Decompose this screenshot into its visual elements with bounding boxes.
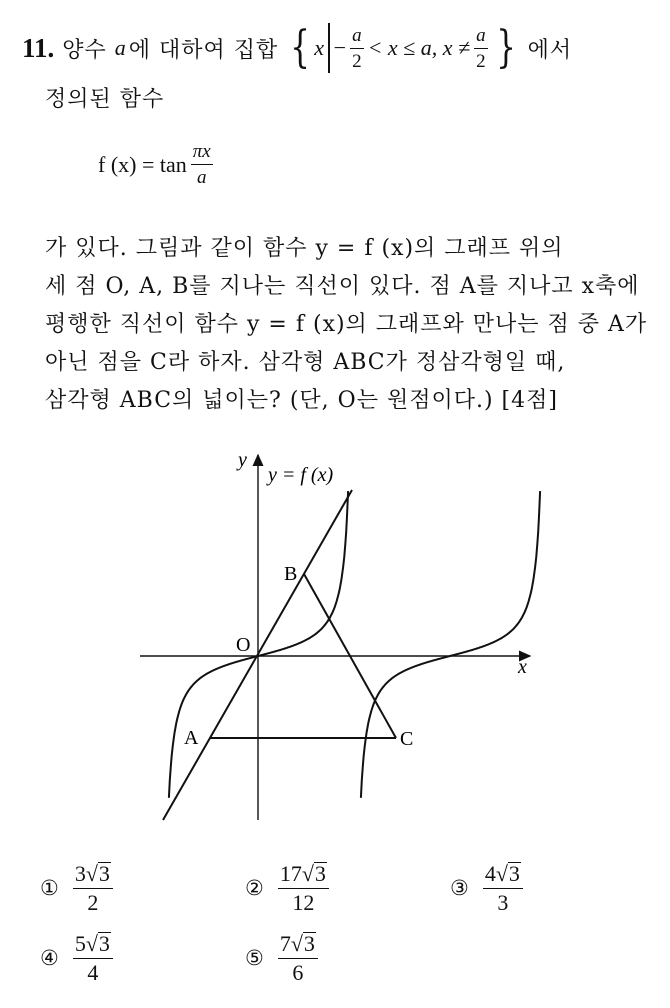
choice-1-den: 2 (87, 890, 99, 915)
point-B-label: B (284, 563, 298, 585)
set-frac-1-den: 2 (352, 50, 362, 72)
choice-1-rad: 3 (98, 861, 110, 886)
choice-4-rad: 3 (98, 931, 110, 956)
line1-text-a: 양수 (62, 37, 107, 63)
choice-2[interactable] (245, 862, 329, 914)
formula-den: a (196, 167, 207, 188)
choice-2-fraction (278, 862, 329, 914)
choice-4-sqrt: √ (85, 931, 98, 956)
choice-2-rad: 3 (314, 861, 326, 886)
point-A-label: A (184, 727, 199, 749)
set-frac-2-den: 2 (476, 50, 486, 72)
choice-4-mark: ④ (40, 946, 59, 970)
line1-var-a: a (114, 35, 127, 60)
choice-5[interactable] (245, 932, 318, 984)
x-axis-label: x (518, 656, 527, 678)
body-line-3: 평행한 직선이 함수 y = f (x)의 그래프와 만나는 점 중 A가 (45, 312, 648, 337)
formula-lhs: f (x) = tan (98, 151, 187, 177)
choice-3-rad: 3 (508, 861, 520, 886)
tan-branch-right (361, 491, 540, 798)
line1-text-c: 에서 (527, 37, 573, 63)
choice-1-fraction (73, 862, 113, 914)
body-line-5: 삼각형 ABC의 넓이는? (단, O는 원점이다.) [4점] (45, 388, 558, 413)
choice-2-coef: 17 (279, 861, 302, 886)
choice-4-coef: 5 (74, 931, 86, 956)
left-brace: { (290, 22, 311, 73)
body-line-4: 아닌 점을 C라 하자. 삼각형 ABC가 정삼각형일 때, (45, 350, 566, 375)
point-C-label: C (400, 728, 414, 750)
choice-1-coef: 3 (74, 861, 86, 886)
choice-4[interactable] (40, 932, 113, 984)
problem-number: 11. (22, 32, 55, 63)
set-frac-2-num: a (474, 26, 488, 49)
choice-4-fraction (73, 932, 113, 984)
right-brace: } (495, 22, 516, 73)
choice-5-den: 6 (292, 960, 304, 985)
body-line-2: 세 점 O, A, B를 지나는 직선이 있다. 점 A를 지나고 x축에 (45, 274, 640, 299)
set-frac-1-num: a (350, 26, 364, 49)
problem-line-2: 정의된 함수 (45, 87, 165, 112)
choice-3-fraction (483, 862, 523, 914)
formula-num: πx (191, 142, 213, 165)
line1-text-b: 에 대하여 집합 (128, 37, 279, 63)
choice-3[interactable] (450, 862, 523, 914)
y-axis-label: y (238, 449, 247, 471)
choice-3-coef: 4 (484, 861, 496, 886)
choice-5-coef: 7 (279, 931, 291, 956)
choice-3-sqrt: √ (495, 861, 508, 886)
choice-3-mark: ③ (450, 876, 469, 900)
set-minus: − (333, 35, 347, 60)
choice-3-den: 3 (497, 890, 509, 915)
choice-5-mark: ⑤ (245, 946, 264, 970)
curve-label: y = f (x) (268, 464, 334, 486)
choice-2-mark: ② (245, 876, 264, 900)
choice-1-mark: ① (40, 876, 59, 900)
choice-4-den: 4 (87, 960, 99, 985)
set-var: x (314, 35, 325, 60)
choice-2-sqrt: √ (301, 861, 314, 886)
choice-1-sqrt: √ (85, 861, 98, 886)
body-line-1: 가 있다. 그림과 같이 함수 y = f (x)의 그래프 위의 (45, 236, 564, 261)
set-condition: < x ≤ a, x ≠ (367, 35, 471, 60)
choice-5-rad: 3 (303, 931, 315, 956)
choice-5-sqrt: √ (290, 931, 303, 956)
point-O-label: O (236, 634, 251, 656)
choice-2-den: 12 (292, 890, 315, 915)
choice-1[interactable] (40, 862, 113, 914)
choice-5-fraction (278, 932, 318, 984)
